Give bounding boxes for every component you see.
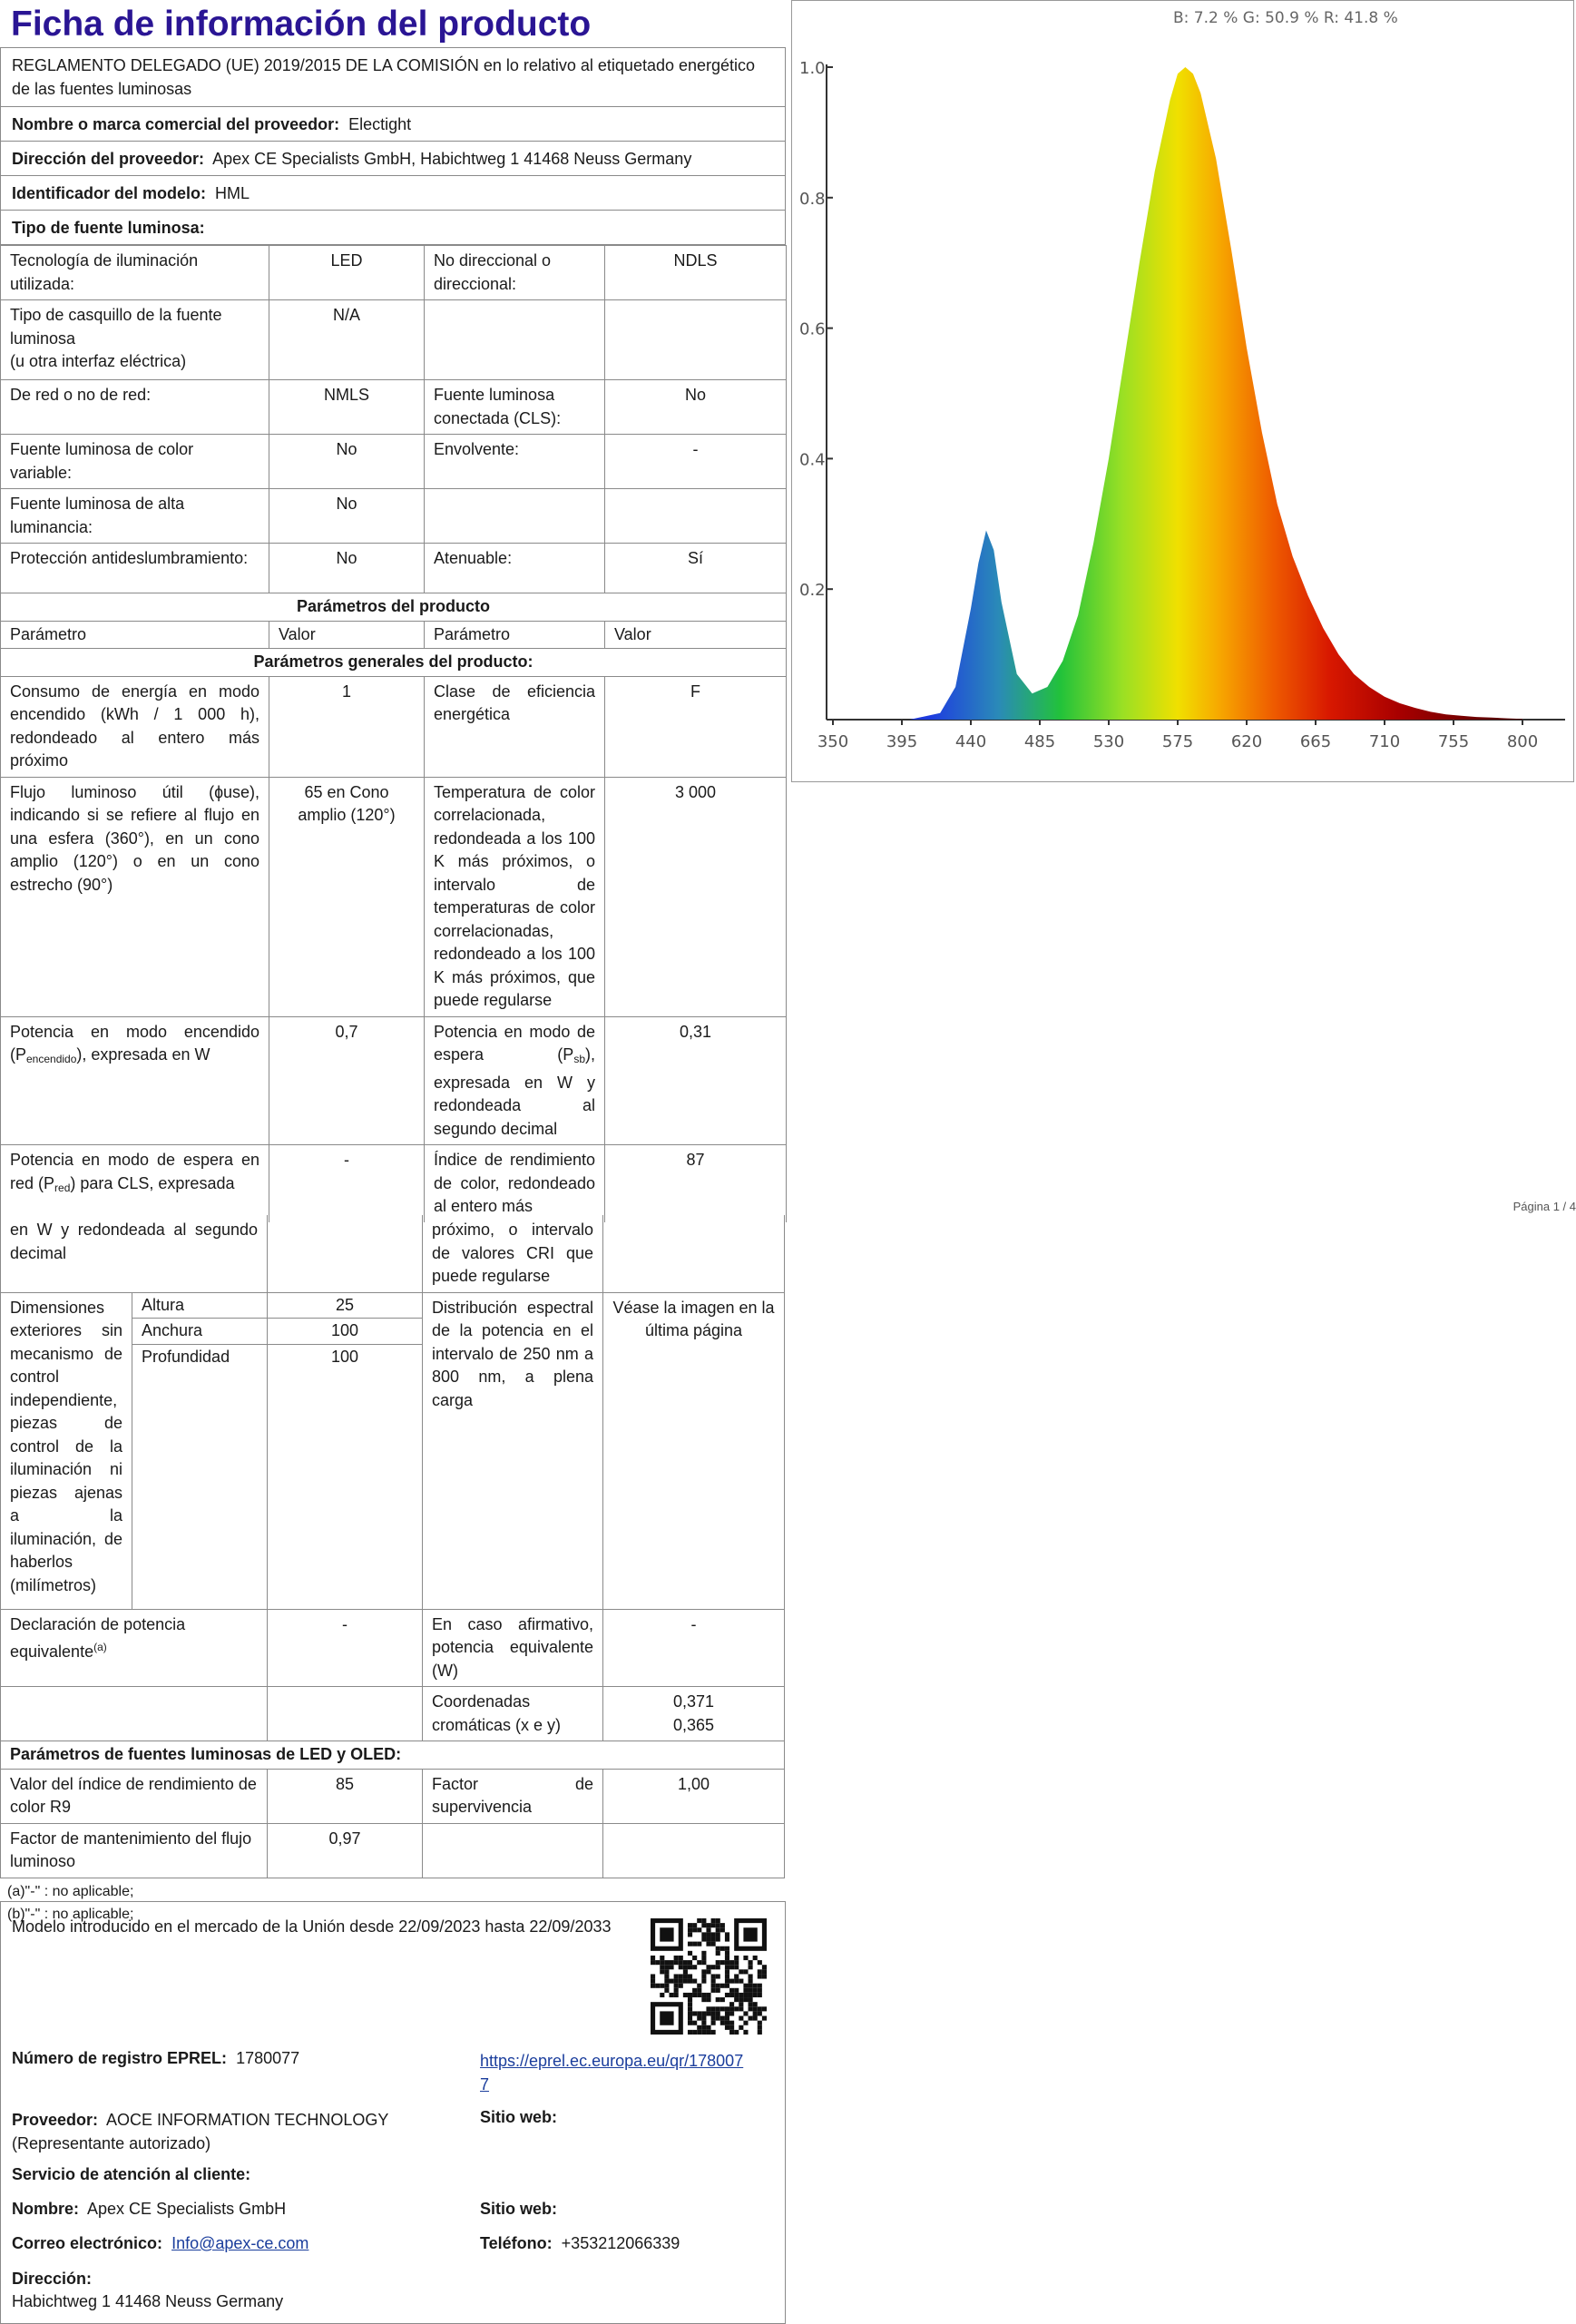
value-cell: No [269,544,425,593]
table-row [1,1215,785,1292]
param-cell: Protección antideslumbramiento: [1,544,269,593]
y-tick-label: 1.0 [799,59,826,78]
table-row [1,1292,785,1319]
product-params-heading: Parámetros del producto [1,593,787,622]
model-identifier: HML [215,184,250,202]
spd-value: Véase la imagen en la última página [603,1292,785,1609]
table-row [1,676,787,777]
value-cell: - [269,1145,425,1222]
contact-section [0,1901,786,2324]
table-row [1,1823,785,1878]
supplier-address: Apex CE Specialists GmbH, Habichtweg 1 41468 Neuss Germany [212,150,692,168]
value-cell: NDLS [605,246,787,300]
param-cell: Factor de supervivencia [423,1769,603,1823]
regulation-text: REGLAMENTO DELEGADO (UE) 2019/2015 DE LA COMISIÓN en lo relativo al etiquetado energético de las fuentes luminosas [0,47,786,107]
spectral-distribution-chart [791,0,1574,782]
table-row [1,1609,785,1687]
param-cell: Fuente luminosa conectada (CLS): [425,380,605,435]
depth-label: Profundidad [132,1344,268,1369]
column-header: Parámetro [425,621,605,649]
light-source-type-row: Tipo de fuente luminosa: [0,211,786,245]
eprel-link[interactable]: https://eprel.ec.europa.eu/qr/1780077 [480,2052,744,2094]
value-cell: 87 [605,1145,787,1222]
chart-title: B: 7.2 % G: 50.9 % R: 41.8 % [1173,9,1398,27]
spectrum-area [833,67,1522,720]
param-cell: en W y redondeada al segundo decimal [1,1215,268,1292]
param-cell: Potencia en modo encendido $(P_{encendido})$, expresada en W [1,1016,269,1145]
value-cell: 85 [268,1769,423,1823]
param-cell: Declaración de potencia equivalente$^{(a)}$ [1,1609,268,1687]
table-row [1,380,787,435]
table-row [1,246,787,300]
param-cell: Tipo de casquillo de la fuente luminosa (u otra interfaz eléctrica) [1,300,269,380]
value-cell: 65 en Cono amplio (120°) [269,777,425,1016]
email-link[interactable]: Info@apex-ce.com [171,2234,309,2252]
led-params-heading: Parámetros de fuentes luminosas de LED y OLED: [1,1741,785,1770]
type-table [0,245,787,1222]
value-cell: - [605,435,787,489]
value-cell: No [605,380,787,435]
table-row [1,300,787,380]
value-cell [605,300,787,380]
dimensions-label: Dimensiones exteriores sin mecanismo de control independiente, piezas de control de la iluminación ni piezas ajenas a la iluminación, de haberlos (milímetros) [1,1292,132,1609]
depth-value: 100 [268,1344,423,1369]
value-cell: 0,371 0,365 [603,1687,785,1741]
website-label-2: Sitio web: [480,2200,557,2218]
qr-code-icon [651,1918,767,2035]
general-params-heading: Parámetros generales del producto: [1,649,787,677]
height-value: 25 [268,1292,423,1319]
value-cell: LED [269,246,425,300]
table-row [1,489,787,544]
param-cell: Valor del índice de rendimiento de color R9 [1,1769,268,1823]
x-tick-label: 620 [1230,732,1263,751]
param-cell: Potencia en modo de espera $(P_{sb})$, expresada en W y redondeada al segundo decimal [425,1016,605,1145]
spd-label: Distribución espectral de la potencia en el intervalo de 250 nm a 800 nm, a plena carga [423,1292,603,1609]
page-title: Ficha de información del producto [11,5,592,44]
param-cell: De red o no de red: [1,380,269,435]
provider-row: Proveedor: AOCE INFORMATION TECHNOLOGY (Representante autorizado) [12,2111,389,2152]
x-tick-label: 350 [817,732,849,751]
footnote-b: (b)"-" : no aplicable; [7,1906,134,1922]
y-tick-label: 0.8 [799,189,826,209]
eprel-number: 1780077 [236,2049,300,2067]
table-row [1,1016,787,1145]
param-cell: Flujo luminoso útil (ɸuse), indicando si se refiere al flujo en una esfera (360°), en un cono amplio (120°) o en un cono estrecho (90°) [1,777,269,1016]
product-info-sheet [0,0,786,1222]
model-row: Identificador del modelo: HML [0,176,786,211]
phone-row: Teléfono: +353212066339 [480,2234,680,2252]
value-cell: 0,31 [605,1016,787,1145]
x-tick-label: 710 [1368,732,1401,751]
column-header: Valor [605,621,787,649]
page-number: Página 1 / 4 [1512,1200,1576,1213]
contact-name-row: Nombre: Apex CE Specialists GmbH [12,2200,287,2218]
customer-service-heading: Servicio de atención al cliente: [12,2165,251,2183]
param-cell: próximo, o intervalo de valores CRI que puede regularse [423,1215,603,1292]
eprel-row: Número de registro EPREL: 1780077 [12,2049,300,2067]
table-row [1,777,787,1016]
y-tick-label: 0.4 [799,450,826,470]
value-cell: 1 [269,676,425,777]
param-cell: Temperatura de color correlacionada, redondeada a los 100 K más próximos, o intervalo de temperaturas de color correlacionadas, redondeado a los 100 K más próximos, que puede regularse [425,777,605,1016]
footnote-a: (a)"-" : no aplicable; [7,1883,134,1899]
column-header: Parámetro [1,621,269,649]
supplier-address-row: Dirección del proveedor: Apex CE Specialists GmbH, Habichtweg 1 41468 Neuss Germany [0,142,786,176]
website-label: Sitio web: [480,2108,557,2126]
value-cell [268,1215,423,1292]
x-tick-label: 485 [1023,732,1056,751]
column-header: Valor [269,621,425,649]
supplier-name: Electight [348,115,412,133]
value-cell: No [269,489,425,544]
x-tick-label: 575 [1161,732,1194,751]
table-row [1,435,787,489]
x-tick-label: 440 [954,732,987,751]
value-cell: - [603,1609,785,1687]
email-row: Correo electrónico: Info@apex-ce.com [12,2234,309,2252]
column-header-row [1,621,787,649]
value-cell: 1,00 [603,1769,785,1823]
address-value: Habichtweg 1 41468 Neuss Germany [12,2292,284,2310]
value-cell: NMLS [269,380,425,435]
param-cell: Coordenadas cromáticas (x e y) [423,1687,603,1741]
value-cell [603,1215,785,1292]
param-cell: Envolvente: [425,435,605,489]
chart-svg [792,1,1573,781]
market-dates: Modelo introducido en el mercado de la Unión desde 22/09/2023 hasta 22/09/2033 [12,1917,612,1936]
param-cell: Tecnología de iluminación utilizada: [1,246,269,300]
provider-name: AOCE INFORMATION TECHNOLOGY (Representante autorizado) [12,2111,389,2152]
value-cell: 3 000 [605,777,787,1016]
param-cell: Fuente luminosa de color variable: [1,435,269,489]
table-row [1,544,787,593]
param-cell: Potencia en modo de espera en red $(P_{red})$ para CLS, expresada [1,1145,269,1222]
value-cell: 0,97 [268,1823,423,1878]
x-tick-label: 530 [1092,732,1125,751]
param-cell: Índice de rendimiento de color, redondeado al entero más [425,1145,605,1222]
x-tick-label: 665 [1299,732,1332,751]
value-cell [605,489,787,544]
y-tick-label: 0.6 [799,319,826,339]
table-row [1,1687,785,1741]
y-tick-label: 0.2 [799,581,826,601]
x-tick-label: 755 [1437,732,1470,751]
supplier-name-row: Nombre o marca comercial del proveedor: Electight [0,107,786,142]
param-cell: Clase de eficiencia energética [425,676,605,777]
spec-table-continued [0,1215,785,1926]
address-label: Dirección: [12,2270,93,2288]
table-row [1,1769,785,1823]
param-cell: Atenuable: [425,544,605,593]
x-tick-label: 800 [1506,732,1539,751]
param-cell: Factor de mantenimiento del flujo luminoso [1,1823,268,1878]
width-label: Anchura [132,1319,268,1345]
height-label: Altura [132,1292,268,1319]
value-cell: Sí [605,544,787,593]
param-cell: En caso afirmativo, potencia equivalente (W) [423,1609,603,1687]
width-value: 100 [268,1319,423,1345]
param-cell [425,300,605,380]
value-cell: No [269,435,425,489]
param-cell [425,489,605,544]
value-cell: N/A [269,300,425,380]
param-cell: Fuente luminosa de alta luminancia: [1,489,269,544]
x-tick-label: 395 [886,732,918,751]
param-cell: Consumo de energía en modo encendido (kWh / 1 000 h), redondeado al entero más próximo [1,676,269,777]
value-cell: 0,7 [269,1016,425,1145]
param-cell: No direccional o direccional: [425,246,605,300]
value-cell: - [268,1609,423,1687]
value-cell: F [605,676,787,777]
table-row [1,1145,787,1222]
